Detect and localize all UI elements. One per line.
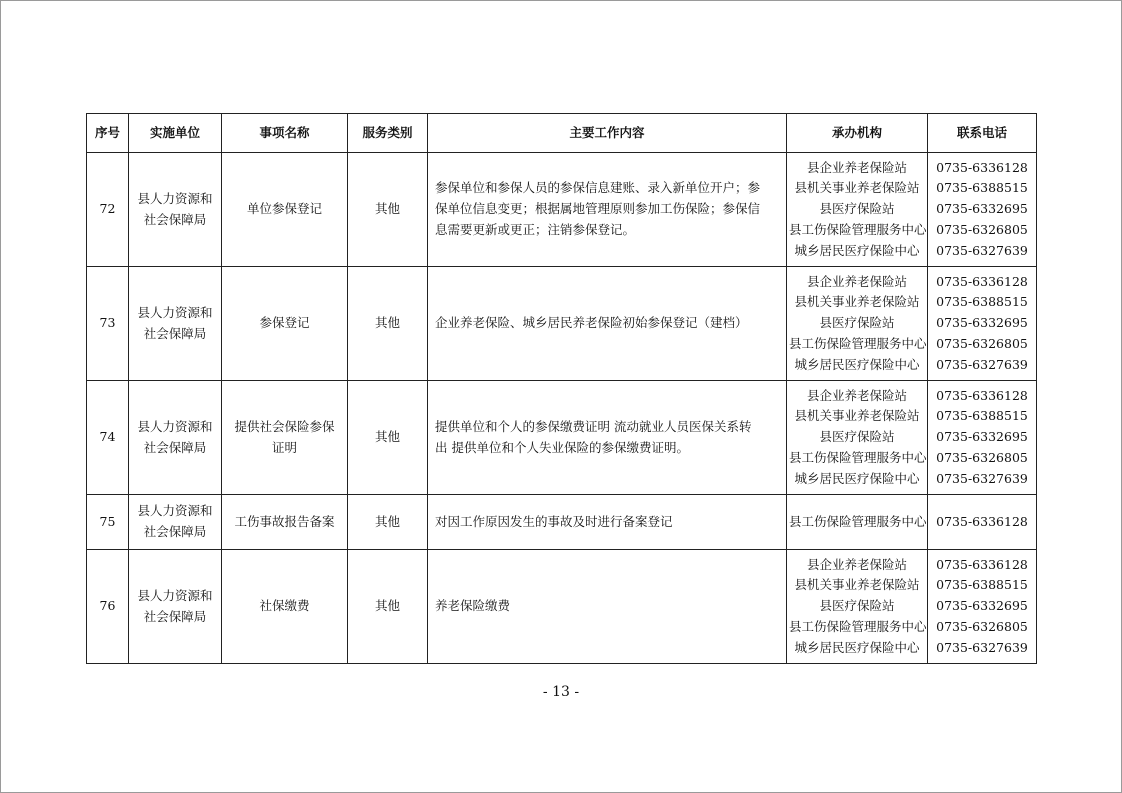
agency-line: 城乡居民医疗保险中心 xyxy=(794,242,920,258)
cell-seq: 74 xyxy=(87,381,129,495)
table-row xyxy=(87,495,1037,550)
header-seq: 序号 xyxy=(87,114,129,153)
cell-seq: 73 xyxy=(87,267,129,381)
agency-line: 城乡居民医疗保险中心 xyxy=(794,470,920,486)
cell-category: 其他 xyxy=(348,267,428,381)
item-line: 社保缴费 xyxy=(259,598,310,614)
content-line: 出 提供单位和个人失业保险的参保缴费证明。 xyxy=(435,439,689,455)
agency-line: 城乡居民医疗保险中心 xyxy=(794,639,920,655)
phone-line: 0735-6332695 xyxy=(936,315,1028,331)
agency-line: 县企业养老保险站 xyxy=(806,159,907,175)
phone-line: 0735-6326805 xyxy=(936,335,1028,351)
table-row xyxy=(87,550,1037,664)
agency-line: 县机关事业养老保险站 xyxy=(794,180,920,196)
unit-line: 社会保障局 xyxy=(143,325,207,341)
cell-seq: 72 xyxy=(87,153,129,267)
agency-line: 县医疗保险站 xyxy=(819,598,895,614)
cell-category: 其他 xyxy=(348,550,428,664)
cell-category: 其他 xyxy=(348,495,428,550)
cell-unit xyxy=(129,550,222,664)
header-item: 事项名称 xyxy=(222,114,348,153)
phone-line: 0735-6336128 xyxy=(936,556,1028,572)
page-number: - 13 - xyxy=(542,684,580,700)
agency-line: 城乡居民医疗保险中心 xyxy=(794,356,920,372)
phone-line: 0735-6326805 xyxy=(936,221,1028,237)
unit-line: 县人力资源和 xyxy=(137,503,213,519)
phone-line: 0735-6327639 xyxy=(936,470,1028,486)
phone-line: 0735-6336128 xyxy=(936,387,1028,403)
agency-line: 县企业养老保险站 xyxy=(806,387,907,403)
phone-line: 0735-6336128 xyxy=(936,273,1028,289)
cell-item xyxy=(222,153,348,267)
item-line: 参保登记 xyxy=(259,315,310,331)
header-unit: 实施单位 xyxy=(129,114,222,153)
table-header-row xyxy=(87,114,1037,153)
agency-line: 县工伤保险管理服务中心 xyxy=(789,221,927,237)
content-line: 提供单位和个人的参保缴费证明 流动就业人员医保关系转 xyxy=(435,418,752,434)
phone-line: 0735-6388515 xyxy=(936,577,1028,593)
content-line: 参保单位和参保人员的参保信息建账、录入新单位开户；参 xyxy=(435,180,761,196)
phone-line: 0735-6327639 xyxy=(936,356,1028,372)
cell-unit xyxy=(129,495,222,550)
agency-line: 县医疗保险站 xyxy=(819,429,895,445)
agency-line: 县机关事业养老保险站 xyxy=(794,577,920,593)
table-row xyxy=(87,381,1037,495)
phone-line: 0735-6326805 xyxy=(936,449,1028,465)
cell-content xyxy=(428,550,787,664)
unit-line: 社会保障局 xyxy=(143,439,207,455)
table-body xyxy=(87,153,1037,664)
header-category: 服务类别 xyxy=(348,114,428,153)
cell-content xyxy=(428,267,787,381)
content-line: 企业养老保险、城乡居民养老保险初始参保登记（建档） xyxy=(435,315,748,331)
cell-agency xyxy=(787,381,928,495)
unit-line: 社会保障局 xyxy=(143,608,207,624)
phone-line: 0735-6327639 xyxy=(936,242,1028,258)
agency-line: 县工伤保险管理服务中心 xyxy=(789,449,927,465)
cell-item xyxy=(222,550,348,664)
agency-line: 县机关事业养老保险站 xyxy=(794,408,920,424)
content-line: 息需要更新或更正；注销参保登记。 xyxy=(435,221,636,237)
phone-line: 0735-6326805 xyxy=(936,618,1028,634)
unit-line: 县人力资源和 xyxy=(137,190,213,206)
cell-unit xyxy=(129,267,222,381)
cell-seq: 76 xyxy=(87,550,129,664)
phone-line: 0735-6388515 xyxy=(936,408,1028,424)
agency-line: 县医疗保险站 xyxy=(819,315,895,331)
phone-line: 0735-6336128 xyxy=(936,513,1028,529)
cell-phone xyxy=(928,381,1037,495)
cell-phone xyxy=(928,495,1037,550)
agency-line: 县企业养老保险站 xyxy=(806,556,907,572)
agency-line: 县企业养老保险站 xyxy=(806,273,907,289)
table-row xyxy=(87,153,1037,267)
content-line: 养老保险缴费 xyxy=(435,598,511,614)
cell-content xyxy=(428,153,787,267)
unit-line: 社会保障局 xyxy=(143,524,207,539)
cell-unit xyxy=(129,381,222,495)
cell-content xyxy=(428,381,787,495)
agency-line: 县工伤保险管理服务中心 xyxy=(789,618,927,634)
phone-line: 0735-6327639 xyxy=(936,639,1028,655)
header-phone: 联系电话 xyxy=(928,114,1037,153)
item-line: 单位参保登记 xyxy=(246,201,322,217)
phone-line: 0735-6332695 xyxy=(936,201,1028,217)
content-line: 保单位信息变更；根据属地管理原则参加工伤保险；参保信 xyxy=(435,201,761,217)
item-line: 提供社会保险参保 xyxy=(234,418,335,434)
phone-line: 0735-6388515 xyxy=(936,294,1028,310)
phone-line: 0735-6332695 xyxy=(936,598,1028,614)
cell-item xyxy=(222,381,348,495)
agency-line: 县机关事业养老保险站 xyxy=(794,294,920,310)
cell-category: 其他 xyxy=(348,153,428,267)
cell-content xyxy=(428,495,787,550)
item-line: 工伤事故报告备案 xyxy=(234,513,335,529)
cell-phone xyxy=(928,550,1037,664)
cell-item xyxy=(222,495,348,550)
agency-line: 县医疗保险站 xyxy=(819,201,895,217)
unit-line: 县人力资源和 xyxy=(137,587,213,603)
service-table xyxy=(86,113,1037,664)
cell-seq: 75 xyxy=(87,495,129,550)
content-line: 对因工作原因发生的事故及时进行备案登记 xyxy=(435,513,673,529)
agency-line: 县工伤保险管理服务中心 xyxy=(789,513,927,529)
unit-line: 社会保障局 xyxy=(143,211,207,227)
cell-agency xyxy=(787,495,928,550)
cell-agency xyxy=(787,550,928,664)
unit-line: 县人力资源和 xyxy=(137,304,213,320)
phone-line: 0735-6336128 xyxy=(936,159,1028,175)
phone-line: 0735-6332695 xyxy=(936,429,1028,445)
cell-agency xyxy=(787,153,928,267)
item-line: 证明 xyxy=(271,439,297,455)
header-agency: 承办机构 xyxy=(787,114,928,153)
cell-item xyxy=(222,267,348,381)
cell-unit xyxy=(129,153,222,267)
cell-category: 其他 xyxy=(348,381,428,495)
agency-line: 县工伤保险管理服务中心 xyxy=(789,335,927,351)
cell-phone xyxy=(928,267,1037,381)
phone-line: 0735-6388515 xyxy=(936,180,1028,196)
cell-agency xyxy=(787,267,928,381)
cell-phone xyxy=(928,153,1037,267)
unit-line: 县人力资源和 xyxy=(137,418,213,434)
table-row xyxy=(87,267,1037,381)
header-content: 主要工作内容 xyxy=(428,114,787,153)
